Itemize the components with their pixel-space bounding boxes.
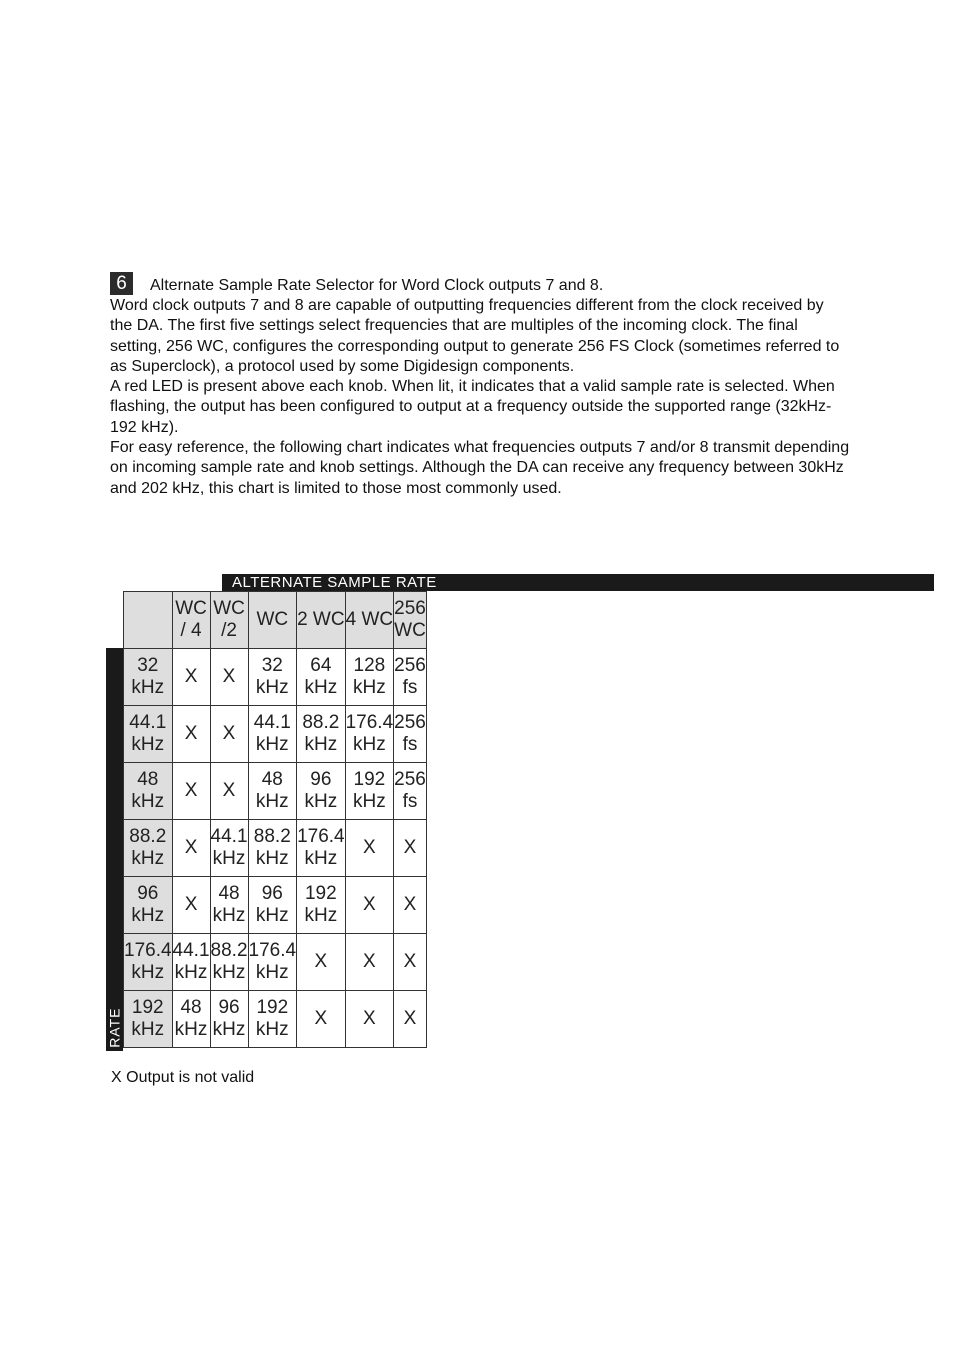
section-heading	[110, 270, 850, 296]
table-row	[124, 763, 427, 820]
table-row	[124, 934, 427, 991]
table-cell: X	[394, 820, 427, 877]
table-cell: 32 kHz	[248, 649, 297, 706]
table-cell: X	[172, 706, 210, 763]
table-header-row	[124, 592, 427, 649]
row-header: 96 kHz	[124, 877, 173, 934]
table-cell: 48 kHz	[210, 877, 248, 934]
table-cell: X	[345, 820, 394, 877]
table-cell: 192 kHz	[297, 877, 346, 934]
table-cell: X	[394, 991, 427, 1048]
table-cell: 176.4 kHz	[345, 706, 394, 763]
table-cell: 88.2 kHz	[297, 706, 346, 763]
row-header: 48 kHz	[124, 763, 173, 820]
sample-rate-side-label: SAMPLE RATE	[106, 1007, 123, 1116]
table-cell: 44.1 kHz	[210, 820, 248, 877]
alternate-sample-rate-label: ALTERNATE SAMPLE RATE	[222, 574, 934, 591]
table-cell: X	[394, 877, 427, 934]
table-cell: 128 kHz	[345, 649, 394, 706]
column-header: 256 WC	[394, 592, 427, 649]
table-cell: 176.4 kHz	[248, 934, 297, 991]
table-cell: X	[297, 934, 346, 991]
table-cell: X	[210, 706, 248, 763]
table-cell: X	[172, 763, 210, 820]
table-cell: X	[345, 934, 394, 991]
section-number-badge: 6	[110, 272, 133, 295]
table-cell: 88.2 kHz	[248, 820, 297, 877]
table-cell: X	[172, 877, 210, 934]
paragraph-2: A red LED is present above each knob. When lit, it indicates that a valid sample rate is selected. When flashing, the output has been configured to output at a frequency outside the supported range (32kHz- 192 kHz).	[110, 378, 835, 436]
table-row	[124, 649, 427, 706]
table-row	[124, 820, 427, 877]
table-cell: 192 kHz	[345, 763, 394, 820]
table-cell: 256 fs	[394, 649, 427, 706]
table-cell: X	[210, 763, 248, 820]
table-corner-cell	[124, 592, 173, 649]
table-cell: X	[345, 877, 394, 934]
table-cell: X	[172, 649, 210, 706]
table-cell: 256 fs	[394, 763, 427, 820]
column-header: 2 WC	[297, 592, 346, 649]
table-cell: X	[172, 820, 210, 877]
table-row	[124, 991, 427, 1048]
rates-table	[123, 591, 427, 1048]
column-header: 4 WC	[345, 592, 394, 649]
table-cell: X	[345, 991, 394, 1048]
table-cell: 64 kHz	[297, 649, 346, 706]
section-6	[110, 270, 850, 499]
table-cell: X	[394, 934, 427, 991]
table-cell: 256 fs	[394, 706, 427, 763]
table-cell: 88.2 kHz	[210, 934, 248, 991]
table-cell: X	[210, 649, 248, 706]
table-cell: 96 kHz	[297, 763, 346, 820]
paragraph-1: Word clock outputs 7 and 8 are capable of outputting frequencies different from the clock received by the DA. The first five settings select frequencies that are multiples of the incoming clock. The final setting, 256 WC, configures the corresponding output to generate 256 FS Clock (sometimes referred to as Superclock), a protocol used by some Digidesign components.	[110, 297, 840, 375]
row-header: 88.2 kHz	[124, 820, 173, 877]
table-cell: 176.4 kHz	[297, 820, 346, 877]
footnote: X Output is not valid	[111, 1069, 255, 1086]
table-cell: 192 kHz	[248, 991, 297, 1048]
table-cell: 44.1 kHz	[248, 706, 297, 763]
table-cell: 48 kHz	[248, 763, 297, 820]
sample-rate-side-bar	[106, 648, 123, 1116]
column-header: WC / 4	[172, 592, 210, 649]
paragraph-3: For easy reference, the following chart indicates what frequencies outputs 7 and/or 8 transmit depending on incoming sample rate and knob settings. Although the DA can receive any frequency between 30kHz and 202 kHz, this chart is limited to those most commonly used.	[110, 439, 850, 497]
table-cell: 96 kHz	[248, 877, 297, 934]
table-cell: 48 kHz	[172, 991, 210, 1048]
row-header: 192 kHz	[124, 991, 173, 1048]
row-header: 32 kHz	[124, 649, 173, 706]
table-row	[124, 706, 427, 763]
table-row	[124, 877, 427, 934]
table-cell: 96 kHz	[210, 991, 248, 1048]
column-header: WC	[248, 592, 297, 649]
row-header: 176.4 kHz	[124, 934, 173, 991]
table-cell: X	[297, 991, 346, 1048]
section-heading-text: Alternate Sample Rate Selector for Word Clock outputs 7 and 8.	[150, 277, 604, 294]
column-header: WC /2	[210, 592, 248, 649]
table-cell: 44.1 kHz	[172, 934, 210, 991]
row-header: 44.1 kHz	[124, 706, 173, 763]
